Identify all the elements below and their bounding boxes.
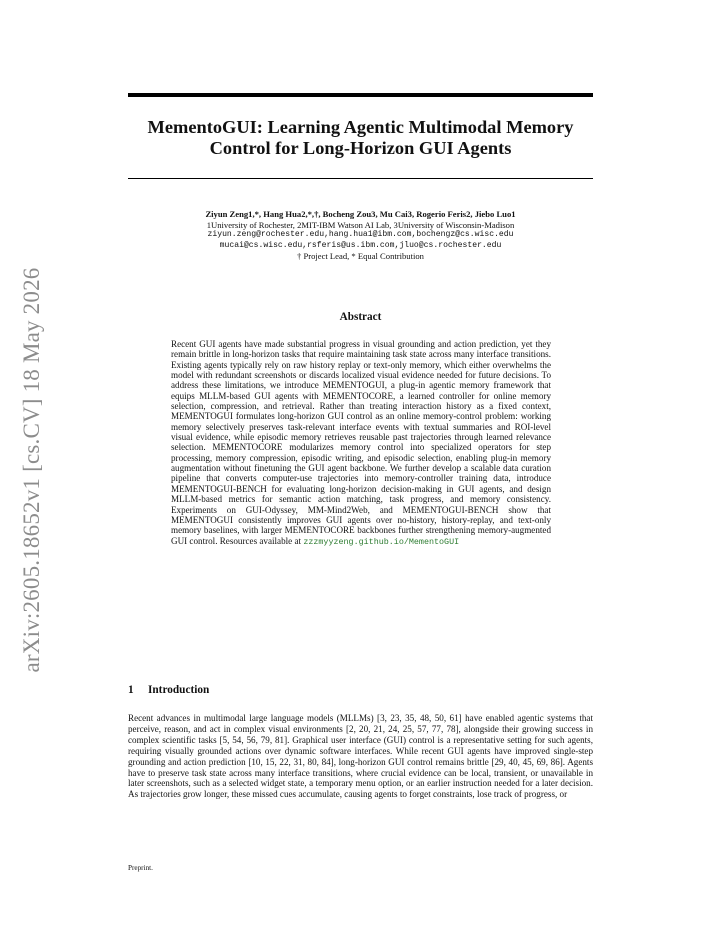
author-notes: † Project Lead, * Equal Contribution (297, 251, 424, 261)
abstract-heading: Abstract (339, 311, 382, 323)
arxiv-stamp-text: arXiv:2605.18652v1 [cs.CV] 18 May 2026 (19, 267, 44, 673)
title-bottom-rule (128, 178, 593, 179)
project-link[interactable]: zzzmyyzeng.github.io/MementoGUI (303, 536, 460, 547)
section-number: 1 (128, 684, 134, 696)
author-emails-line-2: mucai@cs.wisc.edu,rsferis@us.ibm.com,jluo@cs.rochester.edu (219, 240, 502, 250)
author-emails-line-1: ziyun.zeng@rochester.edu,hang.hua1@ibm.com,bochengz@cs.wisc.edu (207, 230, 514, 239)
paper-title: MementoGUI: Learning Agentic Multimodal Memory Control for Long-Horizon GUI Agents (147, 117, 574, 158)
abstract-text: Recent GUI agents have made substantial progress in visual grounding and action prediction, yet they remain brittle in long-horizon tasks that require maintaining task state across many interface transitions. Existing agents typically rely on raw history replay or text-only memory, which either overwhelms the model with redundant screenshots or discards localized visual evidence needed for future decisions. To address these limitations, we introduce MEMENTOGUI, a plug-in agentic memory framework that equips MLLM-based GUI agents with MEMENTOCORE, a learned controller for online memory selection, compression, and retrieval. Rather than treating interaction history as a fixed context, MEMENTOGUI formulates long-horizon GUI control as an online memory-control problem: working memory selectively preserves task-relevant interface events with textual summaries and ROI-level visual evidence, while episodic memory retrieves reusable past trajectories through learned relevance selection. MEMENTOCORE modularizes memory control into specialized operators for step processing, memory compression, episodic writing, and episodic selection, enabling plug-in memory augmentation without finetuning the GUI agent backbone. We further develop a scalable data curation pipeline that converts computer-use trajectories into memory-controller training data, introduce MEMENTOGUI-BENCH for evaluating long-horizon decision-making in GUI agents, and design MLLM-based metrics for semantic action matching, task progress, and memory consistency. Experiments on GUI-Odyssey, MM-Mind2Web, and MEMENTOGUI-BENCH show that MEMENTOGUI consistently improves GUI agents over no-history, history-replay, and text-only memory baselines, with larger MEMENTOCORE backbones further strengthening memory-augmented GUI control. Resources available at (171, 339, 551, 546)
title-top-rule (128, 93, 593, 97)
author-affiliations: 1University of Rochester, 2MIT-IBM Watson AI Lab, 3University of Wisconsin-Madison (206, 219, 515, 230)
introduction-body: Recent advances in multimodal large language models (MLLMs) [3, 23, 35, 48, 50, 61] have enabled agentic systems that perceive, reason, and act in complex visual environments [2, 20, 21, 24, 25, 57, 77, 78], alongside their growing success in complex scientific tasks [5, 54, 56, 79, 81]. Graphical user interface (GUI) control is a representative setting for such agents, requiring visually grounded actions over dynamic software interfaces. While recent GUI agents have improved single-step grounding and action prediction [10, 15, 22, 31, 80, 84], long-horizon GUI control remains brittle [29, 40, 45, 69, 86]. Agents have to preserve task state across many interface transitions, where crucial evidence can be local, transient, or unavailable in later screenshots, such as a selected widget state, a temporary menu option, or an earlier instruction needed for a later decision. As trajectories grow longer, these missed cues accumulate, causing agents to forget constraints, lose track of progress, or (128, 713, 593, 800)
section-title: Introduction (148, 684, 210, 696)
author-names: Ziyun Zeng1,*, Hang Hua2,*,†, Bocheng Zou3, Mu Cai3, Rogerio Feris2, Jiebo Luo1 (205, 209, 516, 219)
author-block (120, 209, 601, 262)
arxiv-identifier-stamp (20, 258, 44, 682)
preprint-footer: Preprint. (128, 864, 153, 872)
section-heading-introduction (128, 684, 209, 696)
abstract-body (171, 339, 551, 547)
